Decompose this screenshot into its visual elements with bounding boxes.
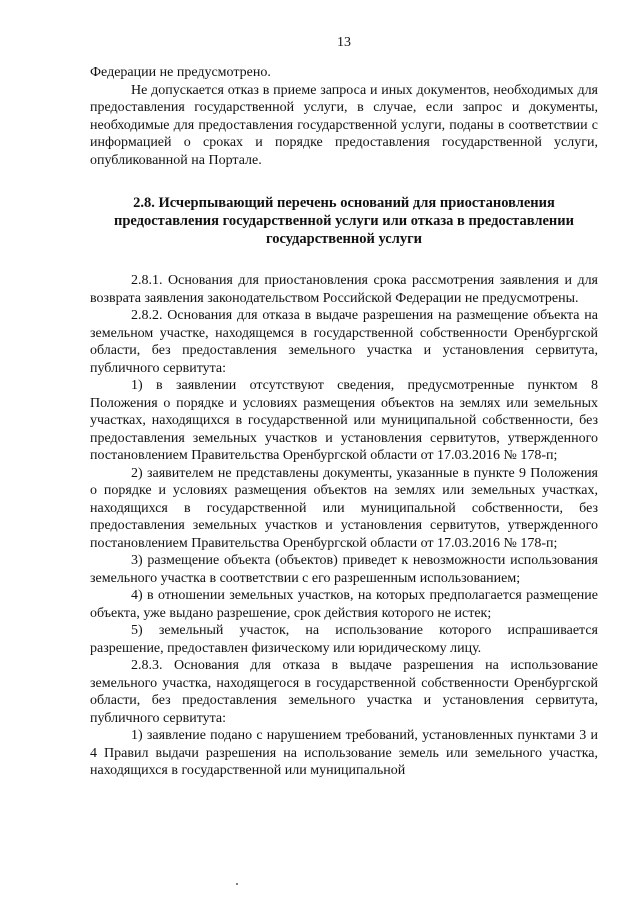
paragraph-continuation: Федерации не предусмотрено.	[90, 65, 271, 80]
paragraph-2-8-1: 2.8.1. Основания для приостановления срока рассмотрения заявления и для возврата заявления законодательством Российской Федерации не предусмотрены.	[90, 273, 598, 306]
paragraph-2-8-2: 2.8.2. Основания для отказа в выдаче разрешения на размещение объекта на земельном участке, находящемся в государственной собственности Оренбургской области, без предоставления земельного участка и установления сервитута, публичного сервитута:	[90, 308, 598, 376]
document-page	[90, 34, 598, 780]
list-item-2-8-3-1: 1) заявление подано с нарушением требований, установленных пунктами 3 и 4 Правил выдачи разрешения на использование земель или земельного участка, находящихся в государственной или муниципальной	[90, 728, 598, 778]
paragraph-2-8-3: 2.8.3. Основания для отказа в выдаче разрешения на использование земельного участка, находящегося в государственной собственности Оренбургской области, без предоставления земельного участка и установления сервитута, публичного сервитута:	[90, 658, 598, 726]
section-heading-line: государственной услуги	[265, 231, 423, 247]
list-item-2-8-2-3: 3) размещение объекта (объектов) приведет к невозможности использования земельного участка в соответствии с его разрешенным использованием;	[90, 553, 598, 586]
section-heading-line: предоставления государственной услуги или отказа в предоставлении	[114, 213, 574, 229]
list-item-2-8-2-4: 4) в отношении земельных участков, на которых предполагается размещение объекта, уже выдано разрешение, срок действия которого не истек;	[90, 588, 598, 621]
paragraph-no-refusal: Не допускается отказ в приеме запроса и иных документов, необходимых для предоставления государственной услуги, в случае, если запрос и документы, необходимые для предоставления государственной услуги, поданы в соответствии с информацией о сроках и порядке предоставления государственной услуги, опубликованной на Портале.	[90, 82, 598, 168]
section-heading	[90, 194, 598, 248]
list-item-2-8-2-2: 2) заявителем не представлены документы, указанные в пункте 9 Положения о порядке и условиях размещения объектов на землях или земельных участках, находящихся в государственной или муниципальной собственности, без предоставления земельных участков и установления сервитутов, утвержденного постановлением Правительства Оренбургской области от 17.03.2016 № 178-п;	[90, 465, 598, 551]
page-number: 13	[337, 35, 351, 50]
list-item-2-8-2-1: 1) в заявлении отсутствуют сведения, предусмотренные пунктом 8 Положения о порядке и условиях размещения объектов на землях или земельных участках, находящихся в государственной или муниципальной собственности, без предоставления земельных участков и установления сервитутов, утвержденного постановлением Правительства Оренбургской области от 17.03.2016 № 178-п;	[90, 378, 598, 463]
list-item-2-8-2-5: 5) земельный участок, на использование которого испрашивается разрешение, предоставлен физическому или юридическому лицу.	[90, 623, 598, 656]
section-heading-line: 2.8. Исчерпывающий перечень оснований для приостановления	[133, 195, 555, 211]
scan-speck	[236, 883, 238, 885]
